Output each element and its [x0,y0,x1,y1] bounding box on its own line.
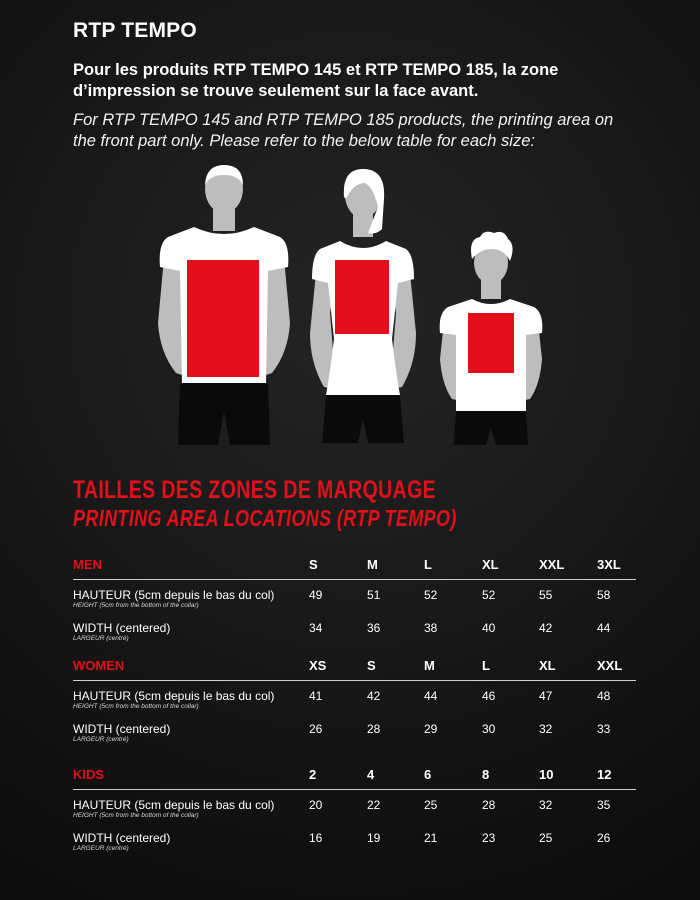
value-cell: 23 [482,831,496,845]
value-cell: 33 [597,722,611,736]
value-cell: 52 [482,588,496,602]
section-heading-english: PRINTING AREA LOCATIONS (RTP TEMPO) [73,505,457,531]
height-label: HAUTEUR (5cm depuis le bas du col) [73,798,275,812]
men-width-row [73,613,636,646]
kid-print-area [468,313,514,373]
kids-width-row [73,823,636,856]
size-header: XL [482,557,499,572]
value-cell: 21 [424,831,438,845]
men-section [73,548,636,646]
size-header: 12 [597,767,612,782]
kids-header-row [73,758,636,790]
value-cell: 44 [424,689,438,703]
width-sublabel: LARGEUR (centré) [73,736,129,743]
value-cell: 38 [424,621,438,635]
value-cell: 51 [367,588,381,602]
size-header: 2 [309,767,317,782]
size-header: 6 [424,767,432,782]
width-label: WIDTH (centered) [73,831,171,845]
size-header: 3XL [597,557,621,572]
kids-section [73,758,636,856]
value-cell: 36 [367,621,381,635]
size-header: 4 [367,767,375,782]
size-header: M [367,557,378,572]
size-header: S [367,658,376,673]
value-cell: 28 [367,722,381,736]
value-cell: 19 [367,831,381,845]
women-width-row [73,714,636,747]
width-label: WIDTH (centered) [73,621,171,635]
man-print-area [187,260,259,377]
size-table [73,548,636,856]
page-title: RTP TEMPO [73,19,197,42]
value-cell: 40 [482,621,496,635]
value-cell: 26 [597,831,611,845]
intro-text-french: Pour les produits RTP TEMPO 145 et RTP TEMPO 185, la zone d’impression se trouve seulement sur la face avant. [73,61,559,100]
size-header: L [424,557,432,572]
value-cell: 29 [424,722,438,736]
size-header: M [424,658,435,673]
size-header: L [482,658,490,673]
kids-height-row [73,790,636,823]
width-sublabel: LARGEUR (centré) [73,635,129,642]
width-label: WIDTH (centered) [73,722,171,736]
value-cell: 32 [539,722,553,736]
size-header: 8 [482,767,490,782]
women-height-row [73,681,636,714]
kid-shorts [454,411,528,445]
value-cell: 35 [597,798,611,812]
value-cell: 28 [482,798,496,812]
men-header-row [73,548,636,580]
printing-area-illustration [150,163,550,453]
value-cell: 25 [424,798,438,812]
woman-shorts [322,395,404,443]
value-cell: 49 [309,588,323,602]
man-figure [158,165,290,445]
women-label: WOMEN [73,658,125,673]
value-cell: 47 [539,689,553,703]
value-cell: 55 [539,588,553,602]
kids-label: KIDS [73,767,105,782]
height-sublabel: HEIGHT (5cm from the bottom of the collar) [73,812,199,819]
section-heading-french: TAILLES DES ZONES DE MARQUAGE [73,476,437,504]
height-sublabel: HEIGHT (5cm from the bottom of the collar) [73,602,199,609]
size-header: XXL [597,658,623,673]
size-header: XXL [539,557,565,572]
width-sublabel: LARGEUR (centré) [73,845,129,852]
intro-text-english: For RTP TEMPO 145 and RTP TEMPO 185 products, the printing area on the front part only. Please refer to the below table for each size: [73,111,614,150]
size-header: XS [309,658,327,673]
value-cell: 42 [539,621,553,635]
value-cell: 58 [597,588,611,602]
value-cell: 30 [482,722,496,736]
women-section [73,649,636,747]
value-cell: 48 [597,689,611,703]
value-cell: 20 [309,798,323,812]
value-cell: 25 [539,831,553,845]
woman-figure [310,169,416,443]
woman-print-area [335,260,389,334]
size-header: S [309,557,318,572]
value-cell: 34 [309,621,323,635]
value-cell: 44 [597,621,611,635]
value-cell: 16 [309,831,323,845]
height-label: HAUTEUR (5cm depuis le bas du col) [73,588,275,602]
size-header: 10 [539,767,554,782]
value-cell: 32 [539,798,553,812]
man-shorts [178,383,270,445]
height-label: HAUTEUR (5cm depuis le bas du col) [73,689,275,703]
kid-figure [440,232,543,445]
women-header-row [73,649,636,681]
value-cell: 26 [309,722,323,736]
size-header: XL [539,658,556,673]
value-cell: 22 [367,798,381,812]
height-sublabel: HEIGHT (5cm from the bottom of the collar) [73,703,199,710]
value-cell: 52 [424,588,438,602]
value-cell: 46 [482,689,496,703]
men-label: MEN [73,557,102,572]
value-cell: 42 [367,689,381,703]
value-cell: 41 [309,689,323,703]
men-height-row [73,580,636,613]
